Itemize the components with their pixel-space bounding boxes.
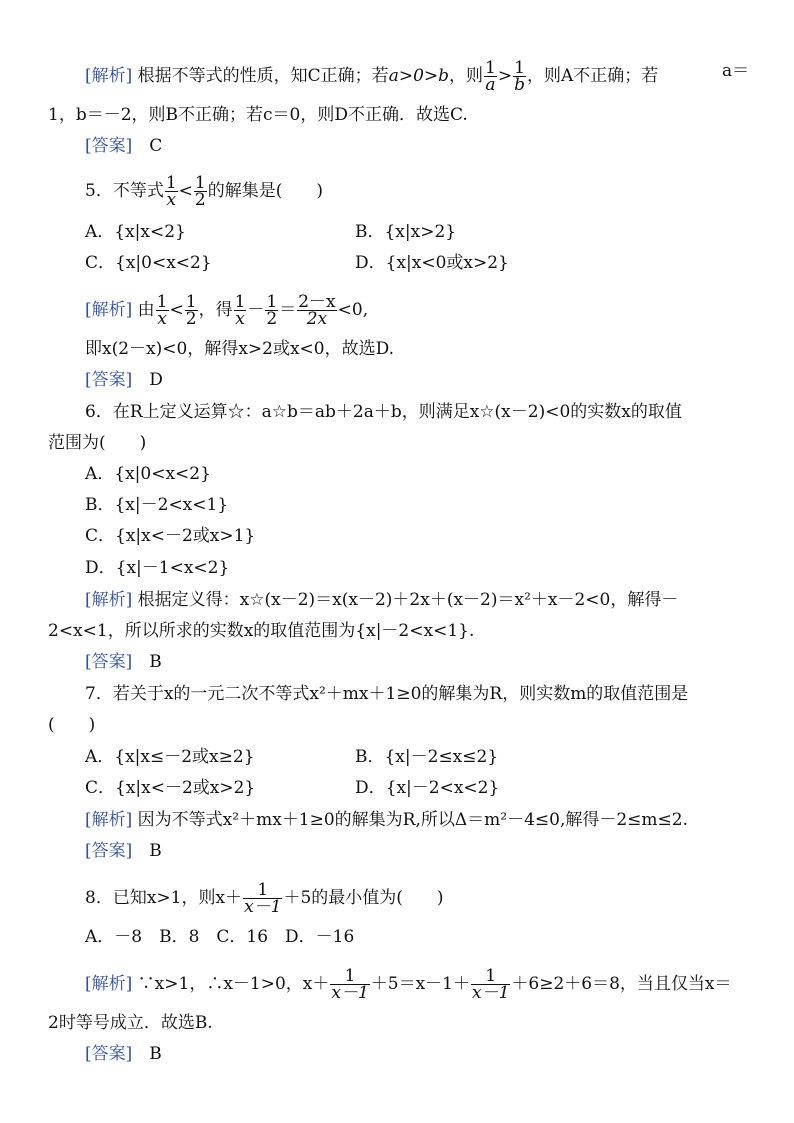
q7-analysis (85, 809, 688, 831)
fraction (156, 294, 169, 327)
prev-analysis-line2: 1，b＝－2，则B不正确；若c＝0，则D不正确．故选C. (48, 105, 468, 125)
text: 根据不等式的性质，知C正确；若 (137, 66, 389, 86)
text: <0, (337, 300, 369, 320)
fraction (243, 882, 282, 915)
analysis-tag: [解析] (85, 810, 133, 830)
text: ＋5的最小值为( ) (283, 888, 444, 908)
numerator: 1 (471, 968, 510, 985)
denominator: 2 (266, 309, 278, 329)
q7-option-b: B．{x|－2≤x≤2} (355, 747, 499, 767)
text: 的解集是( ) (207, 181, 323, 201)
numerator: 1 (194, 173, 206, 193)
text: ，则 (449, 66, 484, 86)
text: ＝ (279, 300, 297, 320)
denominator: x (235, 309, 245, 329)
q6-option-a: A．{x|0<x<2} (85, 464, 211, 484)
q5-answer (85, 369, 163, 391)
q5-option-d: D．{x|x<0或x>2} (355, 253, 509, 273)
answer-tag: [答案] (85, 370, 133, 390)
q6-stem-line1: 6．在R上定义运算☆：a☆b＝ab＋2a＋b，则满足x☆(x－2)<0的实数x的取值 (85, 402, 682, 422)
denominator: x－1 (331, 983, 369, 1003)
numerator: 1 (330, 968, 369, 985)
fraction (297, 294, 336, 327)
fraction (185, 294, 198, 327)
text: a>0>b (388, 66, 450, 86)
q7-option-d: D．{x|－2<x<2} (355, 778, 500, 798)
numerator: 1 (243, 882, 282, 899)
q6-answer (85, 651, 162, 673)
answer-value: D (149, 370, 163, 390)
q7-option-c: C．{x|x<－2或x>2} (85, 778, 256, 798)
q5-option-c: C．{x|0<x<2} (85, 253, 212, 273)
denominator: b (514, 75, 525, 95)
text: 因为不等式x²＋mx＋1≥0的解集为R,所以Δ＝m²－4≤0,解得－2≤m≤2. (137, 810, 688, 830)
q7-answer (85, 840, 162, 862)
numerator: 1 (234, 292, 246, 312)
q7-option-a: A．{x|x≤－2或x≥2} (85, 747, 255, 767)
q8-answer (85, 1043, 162, 1065)
q7-stem-line1: 7．若关于x的一元二次不等式x²＋mx＋1≥0的解集为R，则实数m的取值范围是 (85, 684, 689, 704)
numerator: 1 (165, 173, 177, 193)
q6-option-b: B．{x|－2<x<1} (85, 495, 229, 515)
denominator: x (157, 309, 167, 329)
q8-stem (85, 882, 444, 915)
q8-analysis (85, 968, 732, 1001)
q5-analysis (85, 294, 368, 327)
analysis-tag: [解析] (85, 974, 133, 994)
analysis-tag: [解析] (85, 300, 133, 320)
text: 根据定义得：x☆(x－2)＝x(x－2)＋2x＋(x－2)＝x²＋x－2<0，解得－ (137, 590, 679, 610)
numerator: 1 (266, 292, 278, 312)
answer-value: C (149, 136, 163, 156)
analysis-tag: [解析] (85, 590, 133, 610)
prev-answer (85, 135, 162, 157)
fraction (165, 175, 178, 208)
q5-stem (85, 175, 323, 208)
answer-value: B (149, 841, 162, 861)
answer-tag: [答案] (85, 652, 133, 672)
q6-option-d: D．{x|－1<x<2} (85, 558, 230, 578)
fraction (194, 175, 207, 208)
q8-options: A．－8 B．8 C．16 D．－16 (85, 927, 355, 947)
answer-tag: [答案] (85, 841, 133, 861)
text: ＋5＝x－1＋ (370, 974, 471, 994)
fraction (484, 60, 497, 93)
answer-tag: [答案] (85, 1044, 133, 1064)
q7-stem-line2: ( ) (48, 715, 96, 735)
q6-analysis-line1 (85, 589, 678, 611)
denominator: 2 (185, 309, 197, 329)
q5-option-b: B．{x|x>2} (355, 222, 457, 242)
fraction (471, 968, 510, 1001)
text: 由 (137, 300, 155, 320)
q5-analysis-line2: 即x(2－x)<0，解得x>2或x<0，故选D. (85, 339, 395, 359)
text: < (169, 300, 184, 320)
numerator: 2－x (298, 292, 336, 312)
text: 5．不等式 (85, 181, 164, 201)
answer-tag: [答案] (85, 136, 133, 156)
denominator: x (166, 190, 177, 210)
prev-analysis-line1 (85, 60, 658, 93)
fraction (234, 294, 247, 327)
denominator: x－1 (244, 897, 282, 917)
numerator: 1 (156, 292, 168, 312)
fraction (265, 294, 278, 327)
answer-value: B (149, 1044, 162, 1064)
q6-option-c: C．{x|x<－2或x>1} (85, 526, 256, 546)
text: ＋6≥2＋6＝8，当且仅当x＝ (511, 974, 732, 994)
text: < (178, 181, 193, 201)
text: > (497, 66, 513, 86)
q5-option-a: A．{x|x<2} (85, 222, 186, 242)
denominator: 2x (306, 309, 328, 329)
fraction (330, 968, 369, 1001)
q6-analysis-line2: 2<x<1，所以所求的实数x的取值范围为{x|－2<x<1}. (48, 621, 475, 641)
numerator: 1 (485, 58, 496, 78)
text: ∵x>1，∴x－1>0，x＋ (137, 974, 330, 994)
numerator: 1 (185, 292, 197, 312)
text: 8．已知x>1，则x＋ (85, 888, 243, 908)
answer-value: B (149, 652, 162, 672)
text: ，则A不正确；若 (526, 66, 659, 86)
fraction (513, 60, 526, 93)
numerator: 1 (514, 58, 525, 78)
analysis-tag: [解析] (85, 66, 133, 86)
denominator: x－1 (472, 983, 510, 1003)
q6-stem-line2: 范围为( ) (48, 433, 147, 453)
denominator: a (485, 75, 496, 95)
text: － (247, 300, 265, 320)
q8-analysis-line2: 2时等号成立．故选B. (48, 1013, 213, 1033)
text: ，得 (198, 300, 233, 320)
prev-a-eq: a＝ (722, 61, 750, 81)
denominator: 2 (194, 190, 206, 210)
